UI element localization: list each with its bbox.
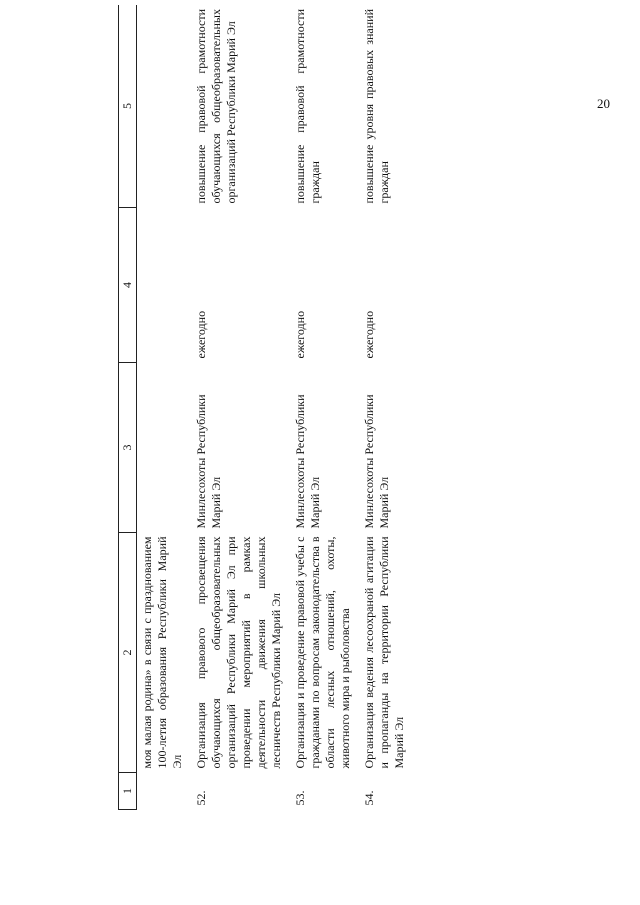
row-event: Организация и проведение правовой учебы с гражданами по вопросам законодательства в области лесных отношений, охоты, животного мира и рыболовства [293, 536, 352, 769]
row-term: ежегодно [194, 310, 208, 359]
row-number: 54. [362, 790, 376, 806]
row-number: 53. [293, 790, 307, 806]
table-row [359, 5, 413, 810]
row-event: Организация правового просвещения обучающихся общеобразовательных организаций Республики Марий Эл при проведении мероприятий в рамках деятельности движения школьных лесничеств Республики Марий Эл [194, 536, 283, 769]
events-table-container [118, 9, 528, 810]
row-number [137, 773, 192, 810]
header-col-3: 3 [119, 363, 137, 533]
row-executor [137, 363, 192, 533]
table-row [191, 5, 290, 810]
page-number: 20 [597, 96, 610, 111]
row-term: ежегодно [293, 310, 307, 359]
header-col-5: 5 [119, 5, 137, 208]
row-result: повышение правовой грамотности обучающихся общеобразовательных организаций Республики Марий Эл [194, 9, 238, 204]
row-term: ежегодно [362, 310, 376, 359]
row-result: повышение правовой грамотности граждан [293, 9, 322, 204]
row-executor: Минлесохоты Республики Марий Эл [194, 394, 223, 529]
events-table [118, 5, 413, 810]
row-term [137, 208, 192, 363]
row-event: Организация ведения лесоохраной агитации и пропаганды на территории Республики Марий Эл [362, 536, 406, 769]
table-row [137, 5, 192, 810]
row-executor: Минлесохоты Республики Марий Эл [362, 394, 391, 529]
row-result [137, 5, 192, 208]
row-executor: Минлесохоты Республики Марий Эл [293, 394, 322, 529]
header-col-2: 2 [119, 533, 137, 773]
table-header-row [119, 5, 137, 810]
row-number: 52. [194, 790, 208, 806]
row-event: моя малая родина» в связи с празднованием 100-летия образования Республики Марий Эл [140, 536, 184, 769]
header-col-1: 1 [119, 773, 137, 810]
row-result: повышение уровня правовых знаний граждан [362, 9, 391, 204]
table-row [290, 5, 359, 810]
header-col-4: 4 [119, 208, 137, 363]
